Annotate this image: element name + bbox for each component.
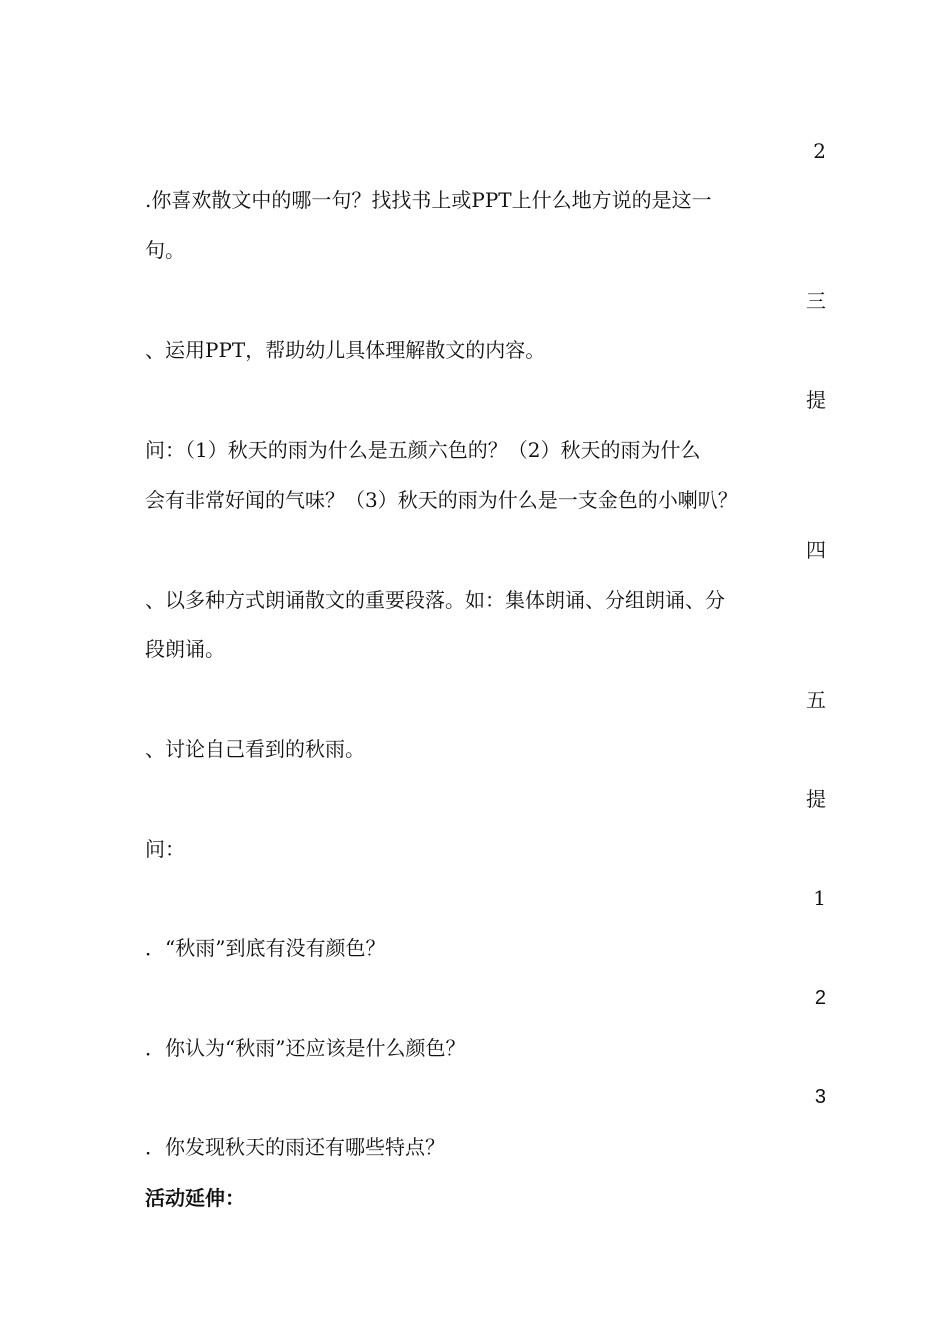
paragraph-line: ．你发现秋天的雨还有哪些特点？ (145, 1135, 445, 1159)
section-marker: 三 (806, 289, 826, 313)
section-heading: 活动延伸： (145, 1188, 245, 1210)
paragraph-line: 、以多种方式朗诵散文的重要段落。如：集体朗诵、分组朗诵、分 (145, 588, 725, 612)
paragraph-line: 段朗诵。 (145, 637, 225, 661)
item-marker: 1 (813, 886, 826, 910)
question-marker: 提 (806, 787, 826, 811)
item-marker: 3 (814, 1086, 826, 1108)
paragraph-line: 问：（1）秋天的雨为什么是五颜六色的？（2）秋天的雨为什么 (145, 438, 701, 462)
paragraph-line: 、讨论自己看到的秋雨。 (145, 737, 365, 761)
paragraph-line: 、运用PPT，帮助幼儿具体理解散文的内容。 (145, 338, 546, 362)
paragraph-line: 会有非常好闻的气味？（3）秋天的雨为什么是一支金色的小喇叭？ (145, 488, 738, 512)
section-marker: 五 (806, 688, 826, 712)
paragraph-line: ．“秋雨”到底有没有颜色？ (145, 936, 386, 960)
paragraph-line: 句。 (145, 238, 185, 262)
paragraph-line: 问： (145, 837, 185, 861)
paragraph-line: ．你认为“秋雨”还应该是什么颜色？ (145, 1036, 466, 1060)
question-marker: 提 (806, 388, 826, 412)
item-marker: 2 (813, 139, 826, 163)
section-marker: 四 (806, 538, 826, 562)
paragraph-line: .你喜欢散文中的哪一句？找找书上或PPT上什么地方说的是这一 (145, 188, 712, 212)
item-marker: 2 (814, 987, 826, 1009)
